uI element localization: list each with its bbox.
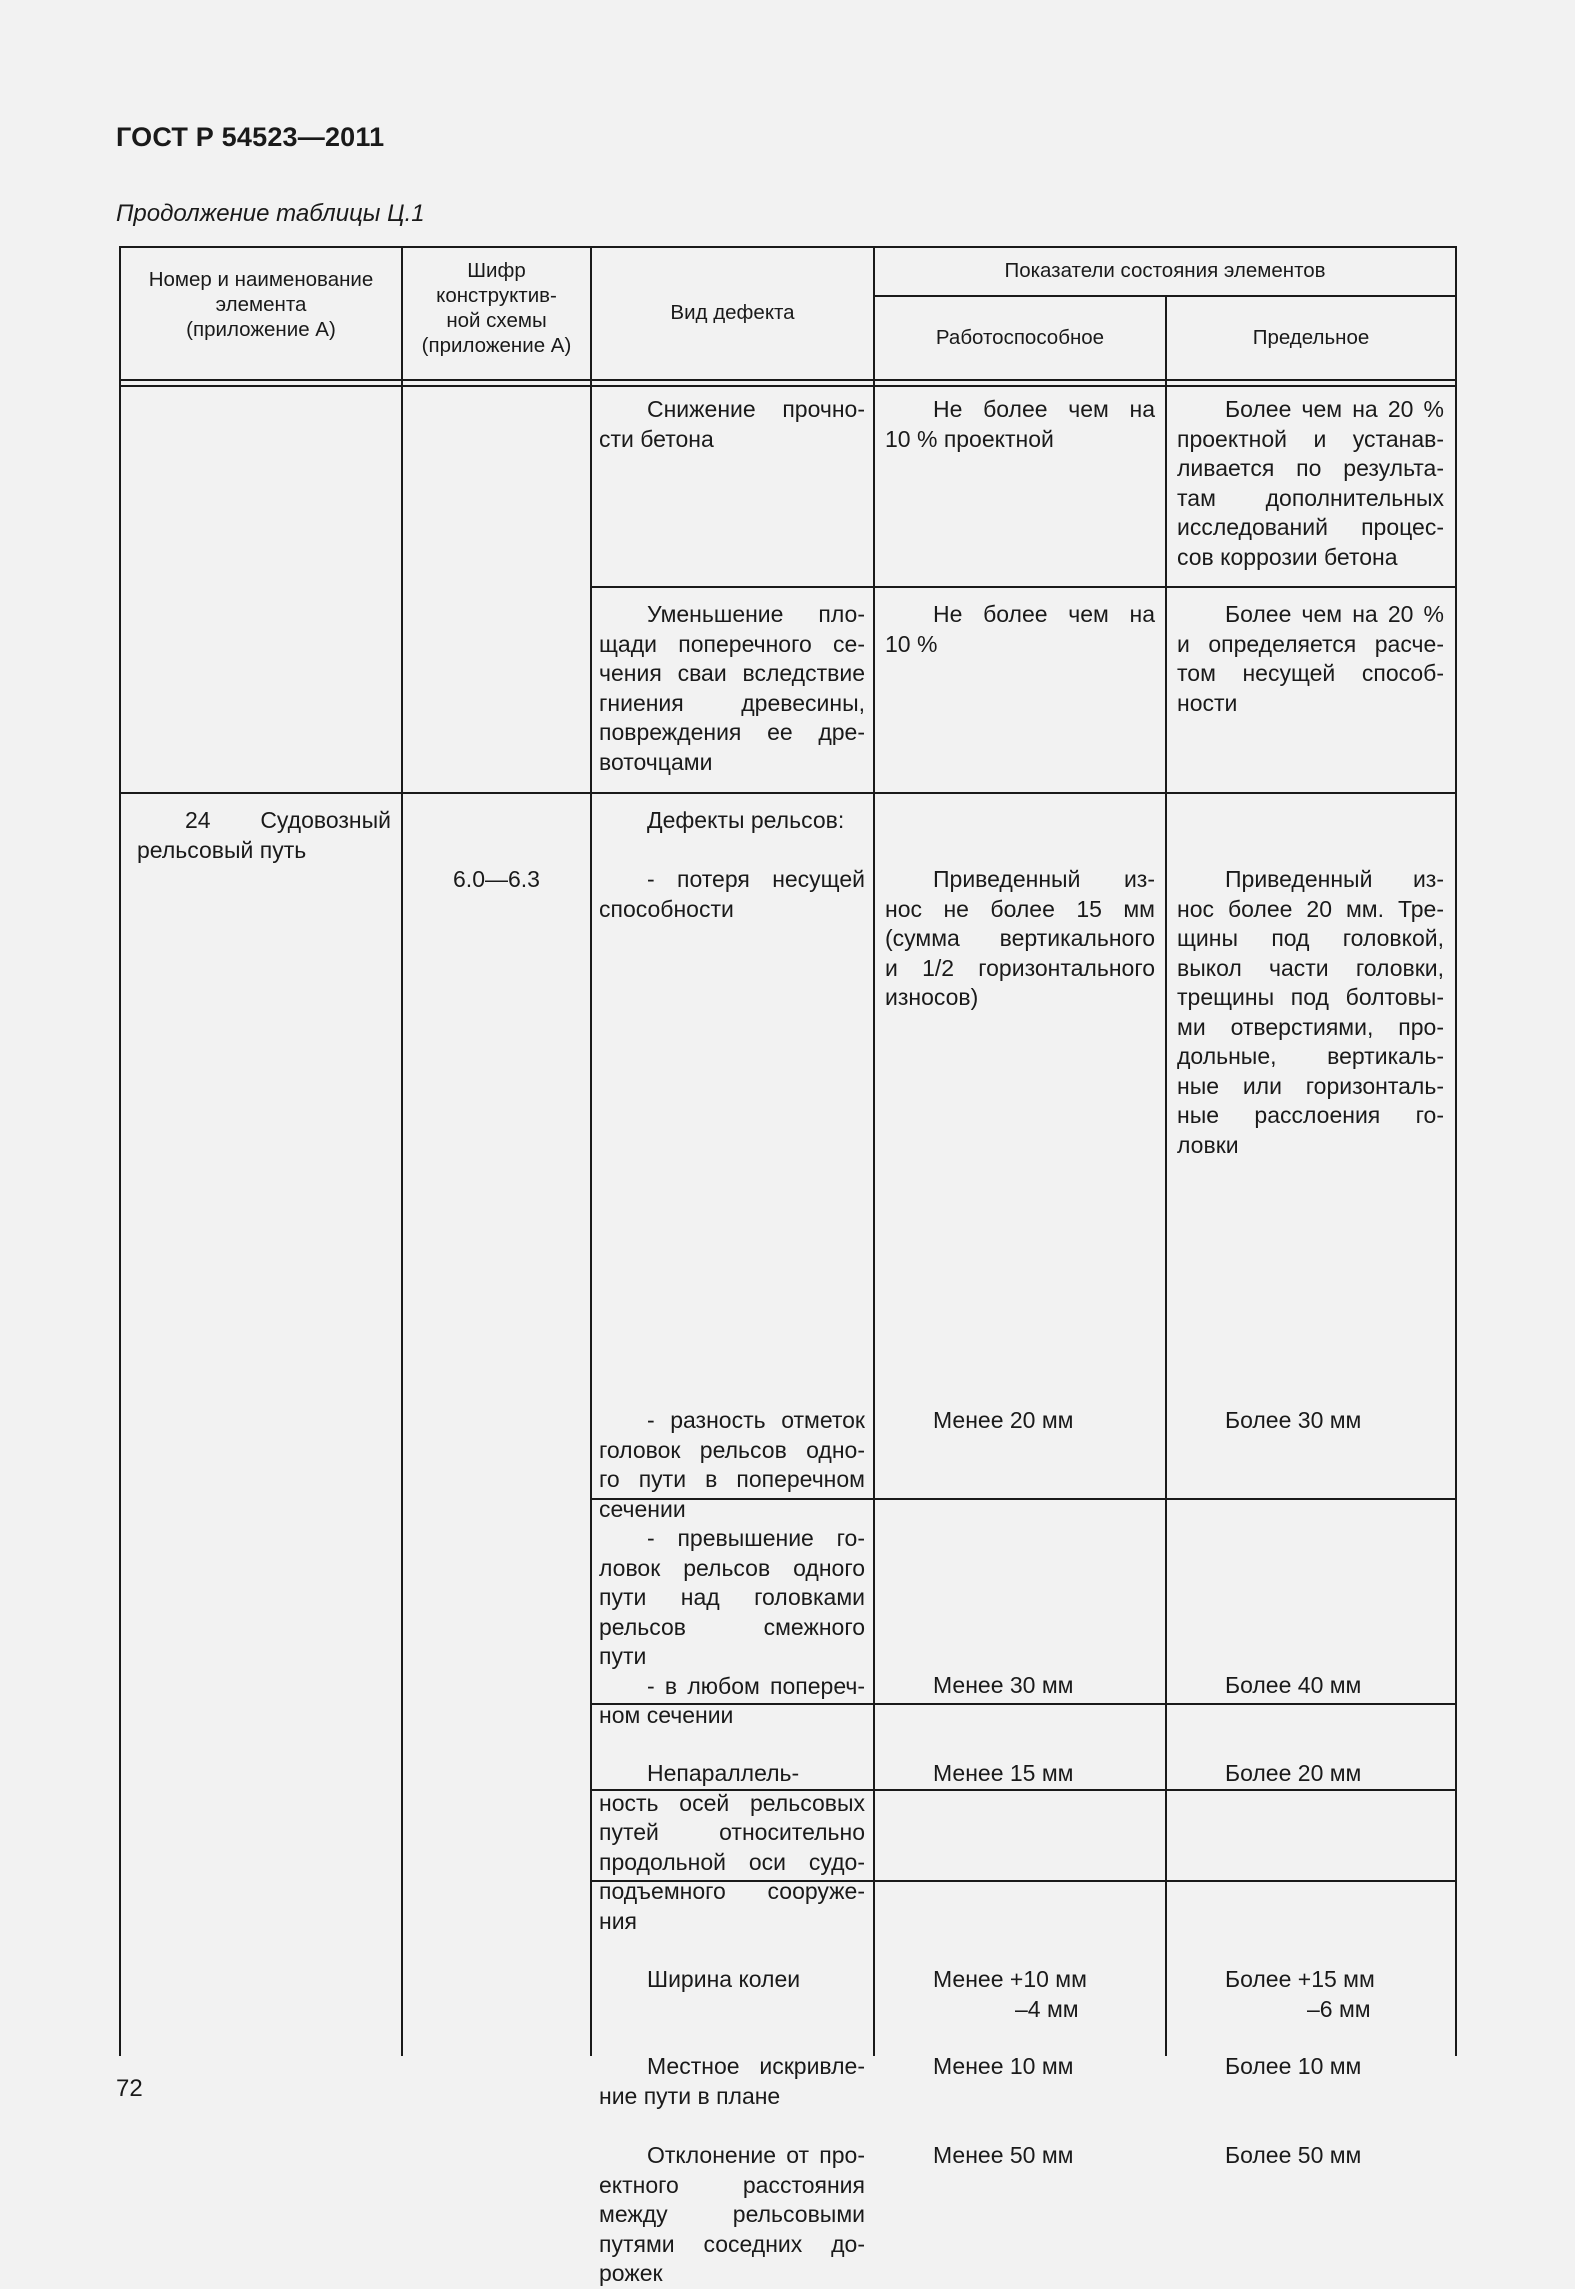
row3-limit-d: Более 40 мм [1225, 1672, 1362, 1698]
document-title: ГОСТ Р 54523—2011 [116, 122, 385, 152]
row2-limit: Более чем на 20 % и определяется расче- том несущей способ- ности [1177, 601, 1444, 716]
row2-defect: Уменьшение пло- щади поперечного се- чения сваи вследствие гниения древесины, повреждения ее дре- воточцами [599, 601, 865, 775]
header-bottom-rule-1 [119, 379, 1457, 381]
row3-limit-a: Приведенный из- нос более 20 мм. Тре- щины под головкой, выкол части головки, трещины под болтовы- ми отверстиями, про- дольные, вертикаль- ные или горизонталь- ные расслоения го- ловки [1177, 866, 1444, 1158]
row3-workable-b: Менее 20 мм [933, 1407, 1074, 1433]
table-left-border [119, 246, 121, 2056]
row3-defect-b: - разность отметок головок рельсов одно- го пути в поперечном сечении - превышение го- ловок рельсов одного пути над головками рельсов смежного пути - в любом попереч- ном сечении [599, 1407, 865, 1728]
row6-workable: Менее 10 мм [933, 2053, 1074, 2079]
row7-workable: Менее 50 мм [933, 2142, 1074, 2168]
row4-workable: Менее 15 мм [933, 1760, 1074, 1786]
page-number: 72 [116, 2075, 143, 2102]
row6-defect: Местное искривле- ние пути в плане [599, 2053, 865, 2109]
header-indicators: Показатели состояния элементов [1004, 259, 1326, 282]
row3-limit-b: Более 30 мм [1225, 1407, 1362, 1433]
header-defect: Вид дефекта [670, 301, 795, 324]
row1-defect: Снижение прочно- сти бетона [599, 396, 865, 452]
row3-workable-a: Приведенный из- нос не более 15 мм (сумма вертикального и 1/2 горизонтального износов) [885, 866, 1155, 1010]
row1-workable: Не более чем на 10 % проектной [885, 396, 1155, 452]
row2-bottom-rule [119, 792, 1457, 794]
column-divider-2 [590, 246, 592, 2056]
row4-defect: Непараллель- ность осей рельсовых путей относительно продольной оси судо- подъемного сооруже- ния [599, 1760, 865, 1934]
header-code: Шифр конструктив- ной схемы (приложение А) [421, 259, 572, 357]
header-workable: Работоспособное [935, 326, 1105, 349]
header-limit: Предельное [1252, 326, 1370, 349]
row6-limit: Более 10 мм [1225, 2053, 1362, 2079]
column-divider-1 [401, 246, 403, 2056]
column-divider-3 [873, 246, 875, 2056]
table-right-border [1455, 246, 1457, 2056]
row4-limit: Более 20 мм [1225, 1760, 1362, 1786]
row3-element: 24 Судовозный рельсовый путь [137, 807, 391, 863]
row5-defect: Ширина колеи [647, 1966, 801, 1992]
header-bottom-rule-2 [119, 385, 1457, 387]
row2-workable: Не более чем на 10 % [885, 601, 1155, 657]
row5-limit: Более +15 мм –6 мм [1225, 1966, 1375, 2022]
row3-defect-a: - потеря несущей способности [599, 866, 865, 922]
row7-defect: Отклонение от про- ектного расстояния между рельсовыми путями соседних до- рожек [599, 2142, 865, 2286]
row3-workable-d: Менее 30 мм [933, 1672, 1074, 1698]
row1-bottom-rule [591, 586, 1457, 588]
row3-code: 6.0—6.3 [453, 866, 540, 892]
column-divider-4 [1165, 295, 1167, 2056]
row3-defect-heading: Дефекты рельсов: [647, 807, 845, 833]
table-caption: Продолжение таблицы Ц.1 [116, 200, 425, 227]
header-element: Номер и наименование элемента (приложение А) [148, 268, 374, 341]
row5-workable: Менее +10 мм –4 мм [933, 1966, 1087, 2022]
row7-limit: Более 50 мм [1225, 2142, 1362, 2168]
table-top-border [119, 246, 1457, 248]
row1-limit: Более чем на 20 % проектной и устанав- ливается по результа- там дополнительных исследований процес- сов коррозии бетона [1177, 396, 1444, 570]
